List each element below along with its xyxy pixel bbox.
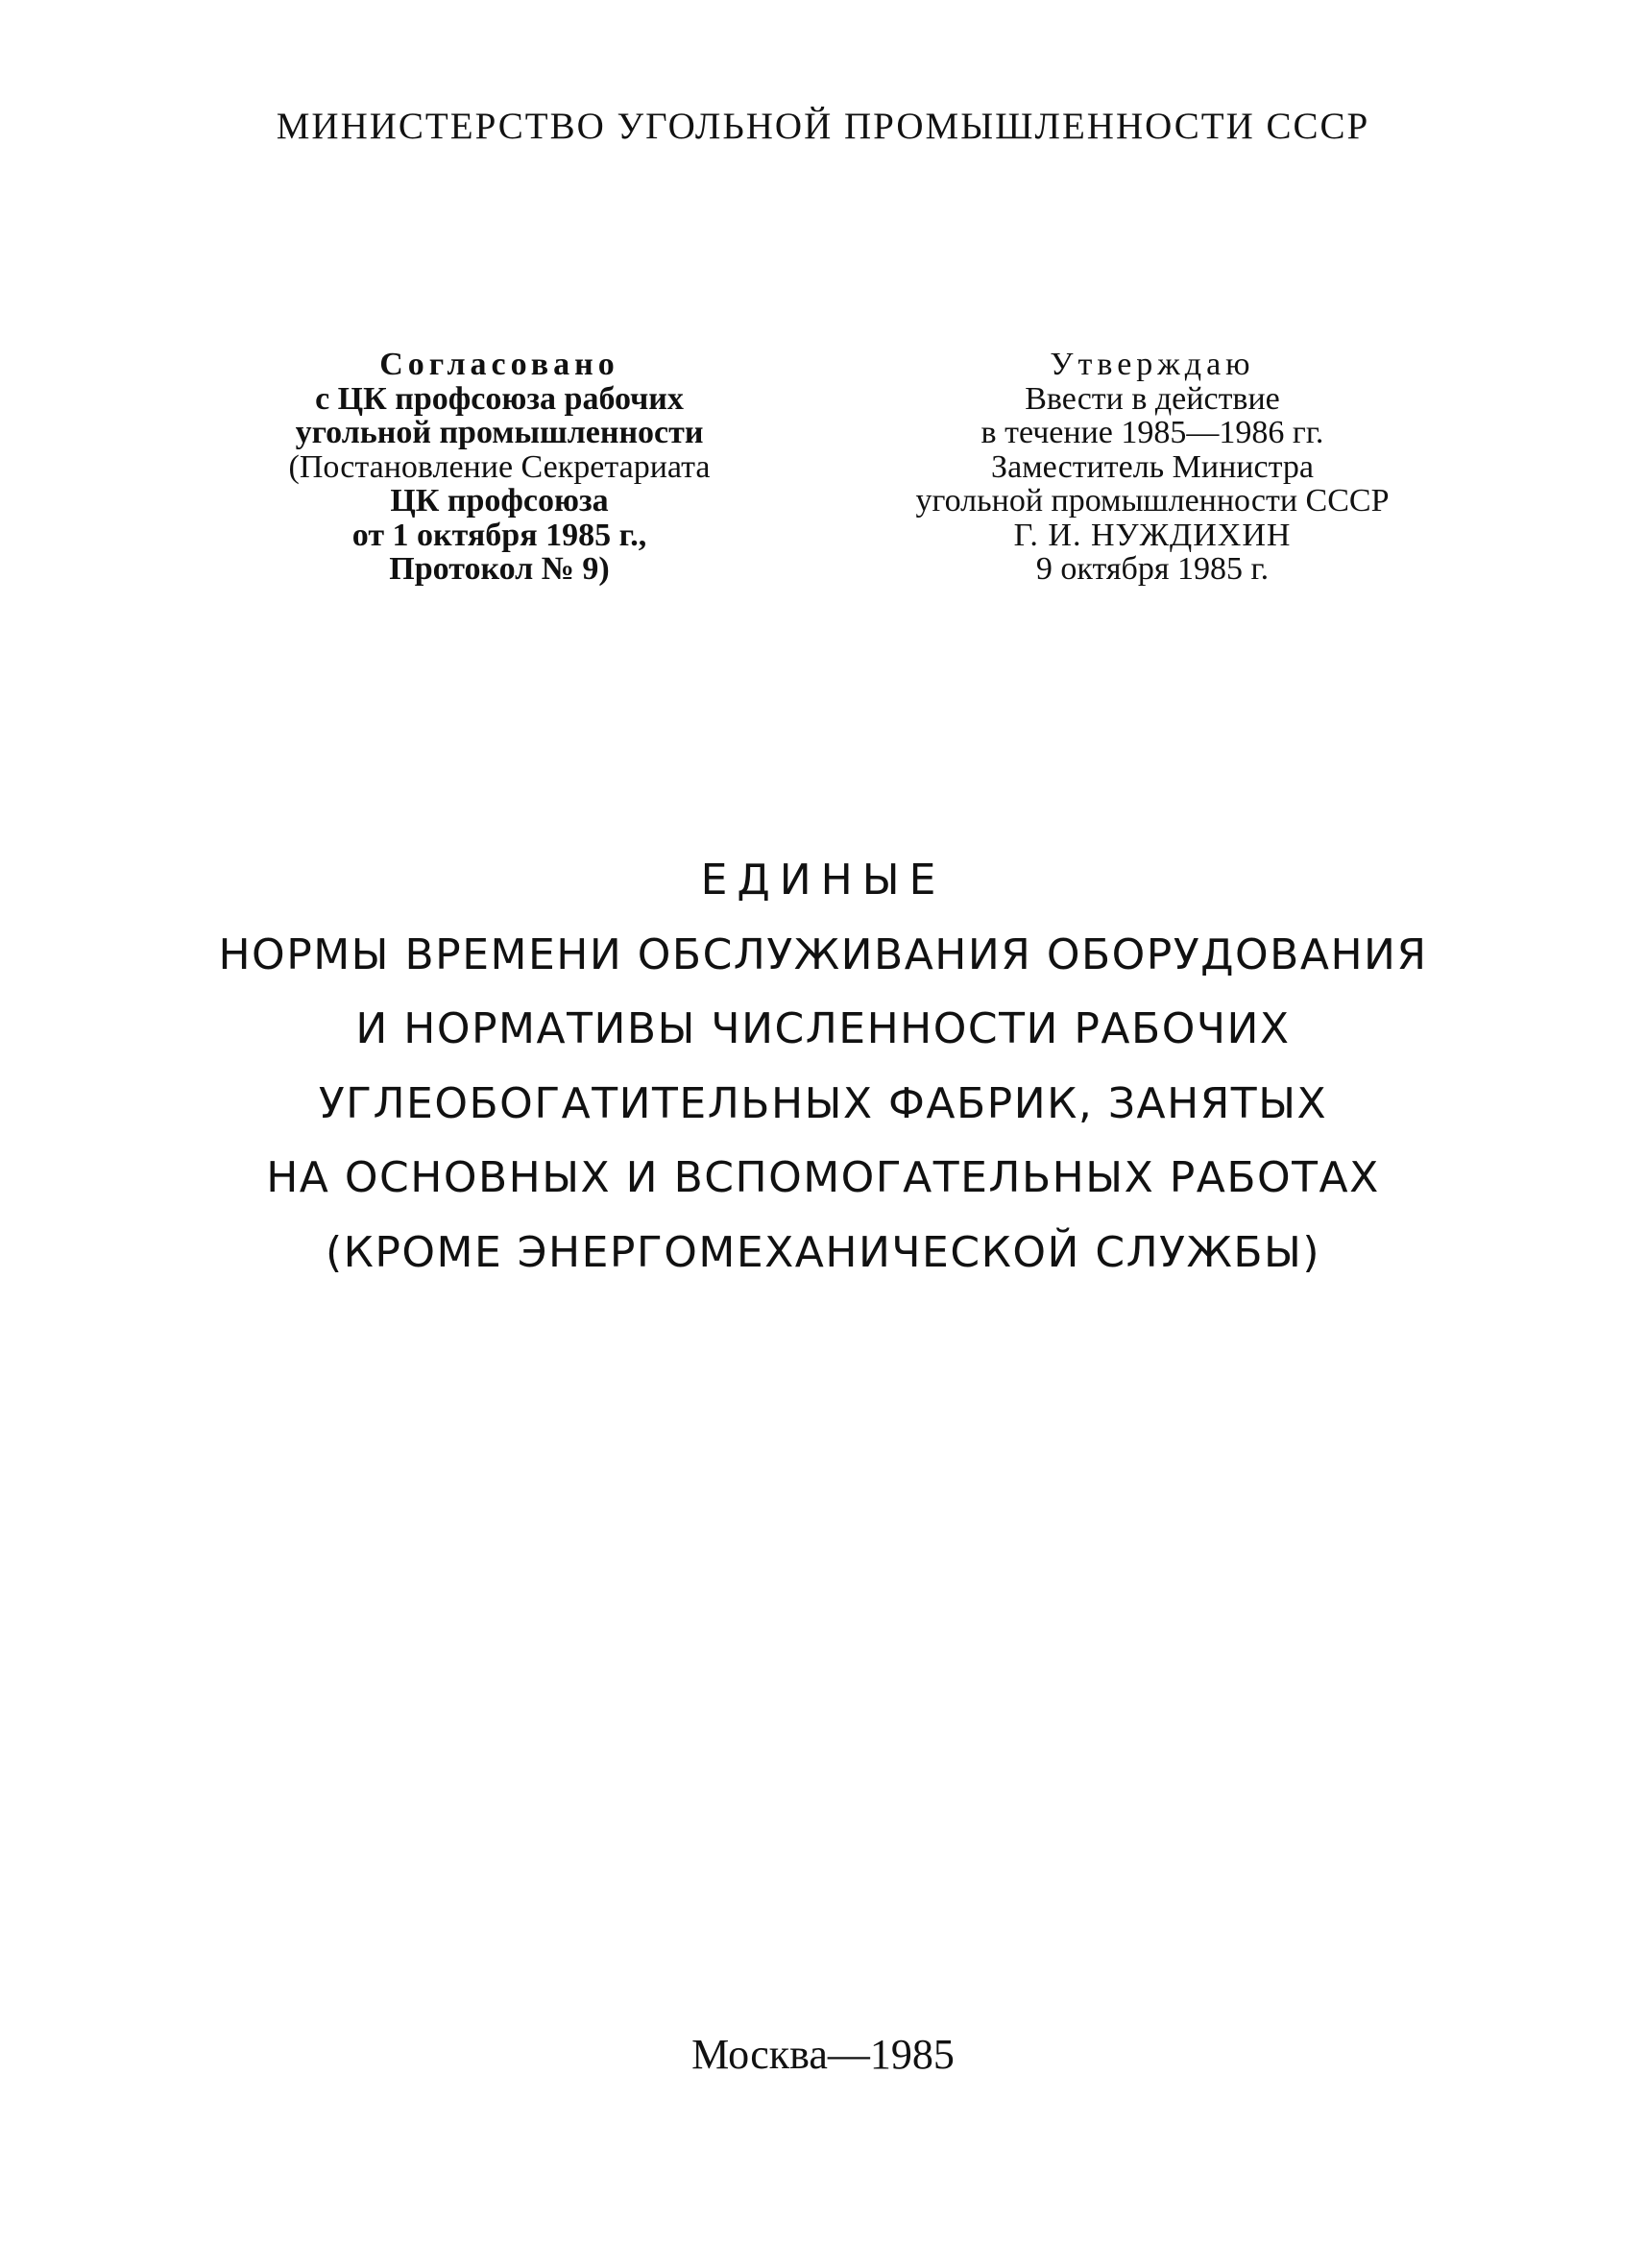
agreement-line: (Постановление Секретариата (288, 448, 711, 485)
approval-line: Ввести в действие (1025, 380, 1280, 417)
document-title (0, 843, 1646, 1290)
title-line: И НОРМАТИВЫ ЧИСЛЕННОСТИ РАБОЧИХ (355, 1004, 1291, 1053)
title-line: (КРОМЕ ЭНЕРГОМЕХАНИЧЕСКОЙ СЛУЖБЫ) (325, 1227, 1321, 1277)
title-heading: ЕДИНЫЕ (700, 856, 946, 905)
agreement-line: с ЦК профсоюза рабочих (315, 380, 684, 417)
agreement-heading: Согласовано (379, 347, 619, 382)
agreement-line: угольной промышленности (295, 415, 704, 450)
title-line: УГЛЕОБОГАТИТЕЛЬНЫХ ФАБРИК, ЗАНЯТЫХ (318, 1078, 1328, 1128)
ministry-header: МИНИСТЕРСТВО УГОЛЬНОЙ ПРОМЫШЛЕННОСТИ СССР (276, 106, 1370, 147)
approval-heading: Утверждаю (1050, 347, 1255, 382)
approval-line: Заместитель Министра (991, 448, 1314, 485)
title-line: НА ОСНОВНЫХ И ВСПОМОГАТЕЛЬНЫХ РАБОТАХ (266, 1153, 1380, 1202)
approval-line: в течение 1985—1986 гг. (980, 415, 1324, 450)
approval-block (855, 348, 1450, 587)
approval-date: 9 октября 1985 г. (1035, 551, 1270, 587)
agreement-line: ЦК профсоюза (390, 483, 609, 519)
agreement-block (230, 348, 768, 587)
approval-line: угольной промышленности СССР (915, 483, 1390, 519)
agreement-line: от 1 октября 1985 г., (351, 517, 647, 553)
publication-place-year: Москва—1985 (691, 2031, 955, 2078)
approver-name: Г. И. НУЖДИХИН (1013, 517, 1292, 553)
title-line: НОРМЫ ВРЕМЕНИ ОБСЛУЖИВАНИЯ ОБОРУДОВАНИЯ (218, 929, 1428, 979)
agreement-line: Протокол № 9) (389, 551, 610, 587)
